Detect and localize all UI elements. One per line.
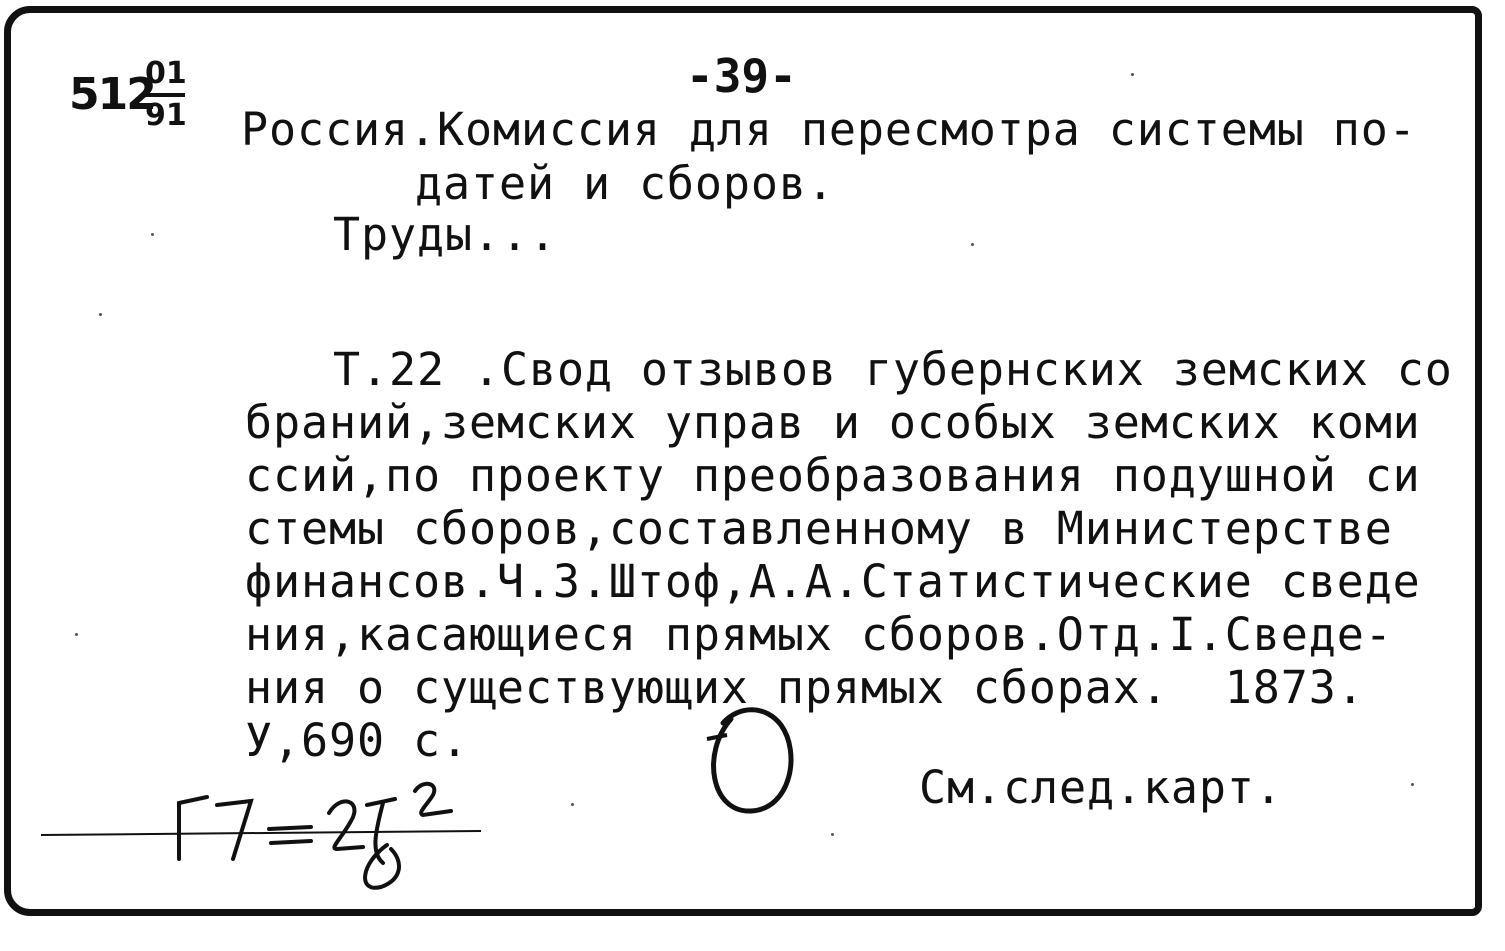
speck bbox=[1411, 783, 1414, 786]
body-line-1: Т.22 .Свод отзывов губернских земских со bbox=[333, 343, 1453, 396]
speck bbox=[75, 633, 78, 636]
speck bbox=[99, 313, 102, 316]
handwritten-call-number bbox=[179, 784, 451, 888]
handwritten-zero-mark bbox=[714, 710, 791, 811]
body-line-4: стемы сборов,составленному в Министерстве bbox=[245, 502, 1393, 555]
heading-line-1: Россия.Комиссия для пересмотра системы по- bbox=[241, 103, 1417, 156]
speck bbox=[831, 833, 834, 836]
see-next-card: См.след.карт. bbox=[919, 761, 1283, 814]
speck bbox=[151, 233, 154, 236]
shelf-fraction-bottom: 91 bbox=[145, 98, 187, 133]
handwritten-marks bbox=[11, 13, 1475, 909]
page-number: -39- bbox=[686, 49, 797, 103]
body-line-3: ссий,по проекту преобразования подушной си bbox=[245, 449, 1421, 502]
catalog-card bbox=[4, 6, 1482, 916]
body-line-2: браний,земских управ и особых земских коми bbox=[245, 396, 1421, 449]
shelf-fraction-top: 01 bbox=[145, 59, 185, 97]
body-line-7: ния о существующих прямых сборах. 1873. bbox=[245, 661, 1365, 714]
speck bbox=[571, 803, 574, 806]
handwritten-underline bbox=[41, 831, 481, 835]
body-line-6: ния,касающиеся прямых сборов.Отд.I.Сведе- bbox=[245, 608, 1393, 661]
heading-line-2: датей и сборов. bbox=[415, 157, 835, 210]
speck bbox=[971, 243, 974, 246]
speck bbox=[1131, 73, 1134, 76]
body-line-8: У,690 с. bbox=[245, 714, 469, 767]
body-line-5: финансов.Ч.3.Штоф,А.А.Статистические сведе bbox=[245, 555, 1421, 608]
handwritten-tick-mark bbox=[707, 735, 727, 739]
heading-line-3: Труды... bbox=[333, 208, 557, 261]
shelf-mark: 512 bbox=[69, 69, 155, 120]
